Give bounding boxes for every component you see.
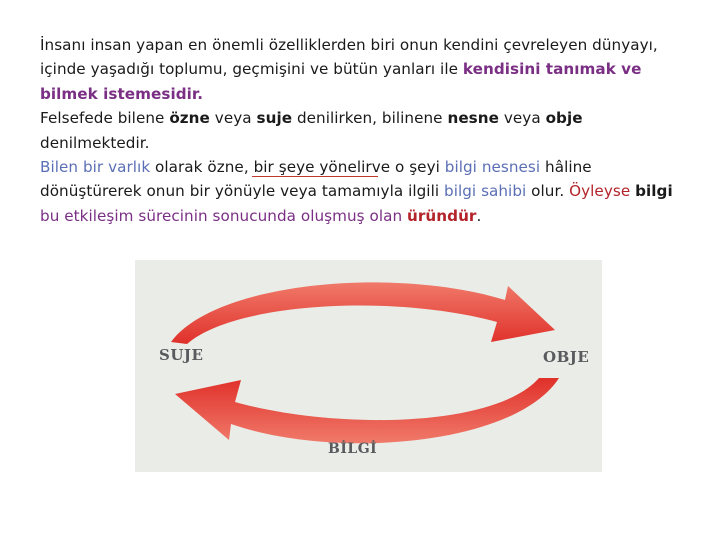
p3-text-f: hâline dönüştürerek onun bir yönüyle veya tamamıyla ilgili [40,158,592,201]
p2-text-e: denilirken, bilinene [292,109,448,128]
paragraph-3 [40,155,690,228]
p2-text-i: denilmektedir. [40,133,150,152]
p2-text-g: veya [498,109,546,128]
suje-obje-diagram [135,260,602,472]
p3-oyleyse: Öyleyse [569,182,631,201]
p3-bilgi-nesnesi: bilgi nesnesi [444,158,541,177]
term-suje: suje [256,109,293,128]
term-nesne: nesne [447,109,499,128]
term-ozne: özne [169,109,210,128]
p3-bu: bu [40,206,60,225]
p3-bilen-varlik: Bilen bir varlık [40,158,151,177]
p1-highlight: kendisini tanımak ve bilmek istemesidir. [40,60,642,103]
p3-period: . [476,206,482,225]
p3-text-d: ve o şeyi [371,158,445,177]
label-bilgi: BİLGİ [328,441,378,457]
p3-text-h: olur. [526,182,570,201]
arrow-bottom [175,378,559,443]
term-bilgi: bilgi [635,182,673,201]
term-urundur: üründür [407,206,477,225]
p3-text-b: olarak özne, [150,158,254,177]
p3-bilgi-sahibi: bilgi sahibi [444,182,527,201]
arrow-top [171,282,555,344]
p2-text-a: Felsefede bilene [40,109,170,128]
term-obje: obje [545,109,583,128]
paragraph-1 [40,33,690,106]
paragraph-2 [40,106,690,155]
p3-text-n: etkileşim sürecinin sonucunda oluşmuş olan [59,206,408,225]
label-suje: SUJE [159,346,204,364]
p1-text: İnsanı insan yapan en önemli özelliklerden biri onun kendini çevreleyen dünyayı, içinde yaşadığı toplumu, geçmişini ve bütün yanları ile [40,36,658,79]
label-obje: OBJE [543,348,590,366]
p2-text-c: veya [209,109,257,128]
p3-underlined-phrase: bir şeye yönelir [254,155,372,179]
text-block [40,33,690,228]
